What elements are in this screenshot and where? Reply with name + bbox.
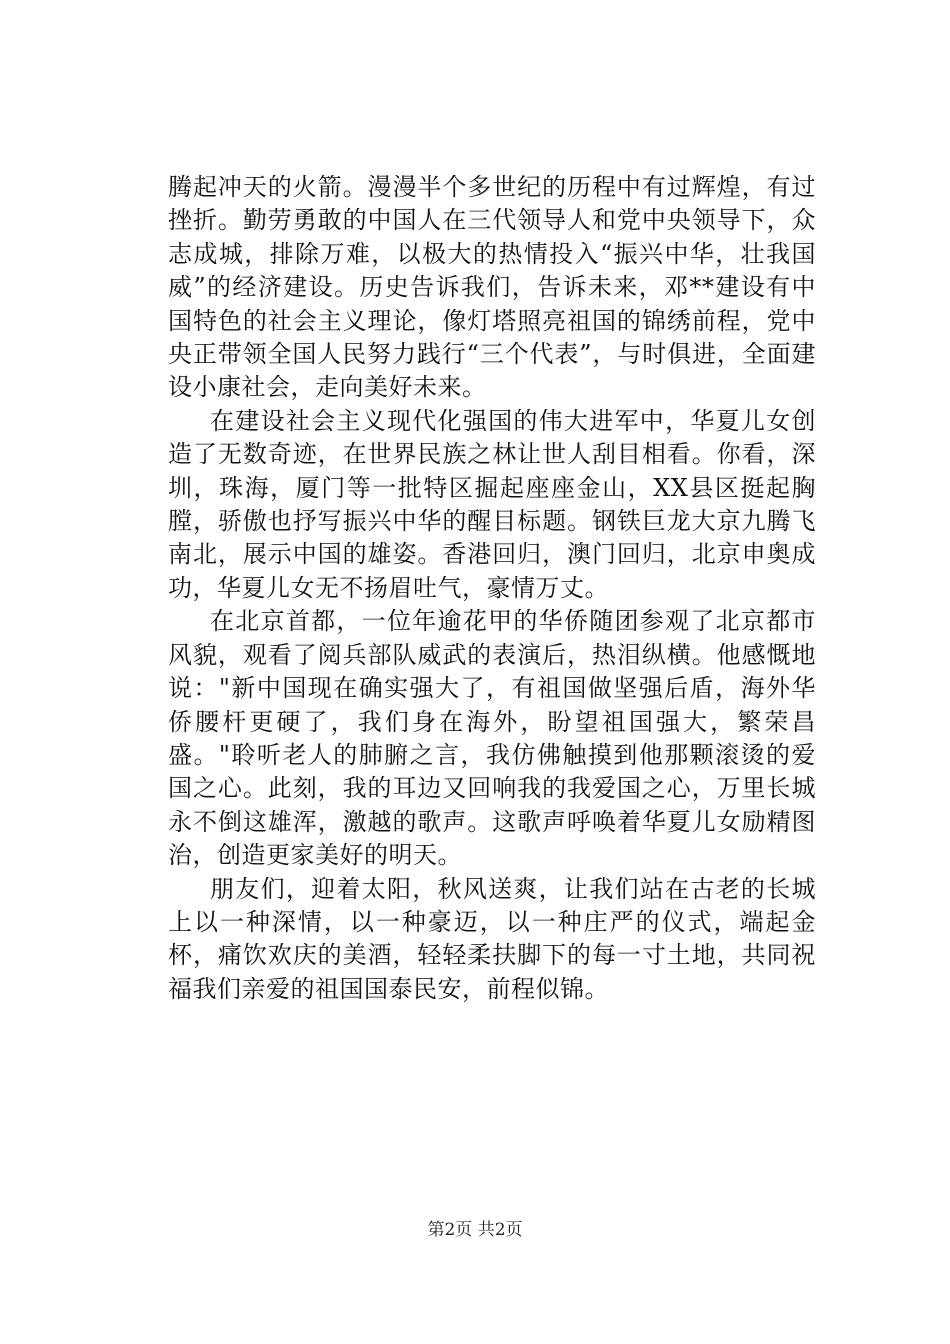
page-number-footer: 第2页 共2页 (427, 1220, 523, 1240)
body-text (168, 171, 816, 1006)
paragraph-1: 腾起冲天的火箭。漫漫半个多世纪的历程中有过辉煌，有过挫折。勤劳勇敢的中国人在三代领导人和党中央领导下，众志成城，排除万难，以极大的热情投入“振兴中华，壮我国威”的经济建设。历史告诉我们，告诉未来，邓**建设有中国特色的社会主义理论，像灯塔照亮祖国的锦绣前程，党中央正带领全国人民努力践行“三个代表”，与时俱进，全面建设小康社会，走向美好未来。 (168, 173, 816, 402)
paragraph-2: 在建设社会主义现代化强国的伟大进军中，华夏儿女创造了无数奇迹，在世界民族之林让世人刮目相看。你看，深圳，珠海，厦门等一批特区掘起座座金山，XX县区挺起胸膛，骄傲也抒写振兴中华的醒目标题。钢铁巨龙大京九腾飞南北，展示中国的雄姿。香港回归，澳门回归，北京申奥成功，华夏儿女无不扬眉吐气，豪情万丈。 (168, 406, 816, 602)
paragraph-4: 朋友们，迎着太阳，秋风送爽，让我们站在古老的长城上以一种深情，以一种豪迈，以一种庄严的仪式，端起金杯，痛饮欢庆的美酒，轻轻柔扶脚下的每一寸土地，共同祝福我们亲爱的祖国国泰民安，前程似锦。 (168, 874, 816, 1003)
paragraph-3: 在北京首都，一位年逾花甲的华侨随团参观了北京都市风貌，观看了阅兵部队威武的表演后，热泪纵横。他感慨地说："新中国现在确实强大了，有祖国做坚强后盾，海外华侨腰杆更硬了，我们身在海外，盼望祖国强大，繁荣昌盛。"聆听老人的肺腑之言，我仿佛触摸到他那颗滚烫的爱国之心。此刻，我的耳边又回响我的我爱国之心，万里长城永不倒这雄浑，激越的歌声。这歌声呼唤着华夏儿女励精图治，创造更家美好的明天。 (168, 607, 816, 870)
